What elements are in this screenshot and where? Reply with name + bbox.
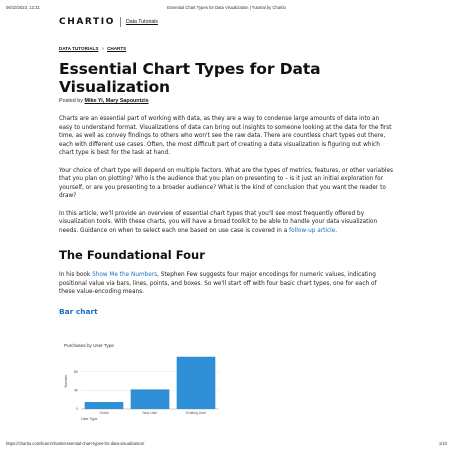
- chart-bar: [131, 389, 170, 409]
- chart-y-tick-label: 0: [76, 407, 78, 412]
- overview-paragraph: [59, 210, 393, 236]
- authors-link[interactable]: Mike Yi, Mary Sapountzis: [84, 98, 149, 104]
- print-page-title: Essential Chart Types for Data Visualization | Tutorial by Chartio: [167, 5, 286, 10]
- breadcrumb-separator: >: [101, 46, 105, 51]
- data-tutorials-link[interactable]: Data Tutorials: [125, 19, 158, 25]
- print-footer: [6, 441, 447, 449]
- chart-y-tick-label: 8K: [73, 369, 78, 374]
- follow-up-article-link[interactable]: follow-up article: [289, 227, 336, 234]
- section-heading-foundational-four: The Foundational Four: [59, 248, 205, 262]
- print-datetime: 06/10/2023, 12:31: [6, 5, 40, 10]
- chart-y-tick-label: 4K: [73, 388, 78, 393]
- breadcrumb-data-tutorials[interactable]: DATA TUTORIALS: [59, 46, 99, 51]
- chart-x-tick-label: New User: [142, 411, 158, 415]
- print-header: [6, 5, 447, 13]
- chart-bar: [85, 402, 124, 409]
- chart-title: Purchases by User Type: [64, 343, 114, 348]
- article-content: [59, 45, 393, 316]
- chart-y-ticks: [74, 370, 79, 411]
- few-text-end: , Stephen Few suggests four major encodings for numeric values, indicating positional value via bars, lines, points, and boxes. So we'll start off with four basic chart types, one for each of these value-encoding means.: [59, 272, 377, 295]
- overview-end: .: [335, 227, 338, 234]
- bar-chart-svg: [59, 337, 234, 432]
- site-header: [59, 15, 394, 29]
- chart-x-axis-label: User Type: [81, 417, 98, 421]
- intro-paragraph: Charts are an essential part of working with data, as they are a way to condense large amounts of data into an easy to understand format. Visualizations of data can bring out insights to someone looking at the data for the first time, as well as convey findings to others who won't see the raw data. There are countless chart types out there, each with different use cases. Often, the most difficult part of creating a data visualization is figuring out which chart type is best for the task at hand.: [59, 116, 392, 156]
- subsection-heading-bar-chart: Bar chart: [59, 306, 98, 316]
- bar-chart: [59, 337, 234, 432]
- posted-by-label: Posted by: [59, 98, 85, 104]
- page-title: Essential Chart Types for Data Visualization: [59, 60, 321, 96]
- overview-text: In this article, we'll provide an overview of essential chart types that you'll see most frequently offered by visualization tools. With these charts, you will have a broad toolkit to be able to handle your data visualization needs. Guidance on when to select each one based on use case is covered in a: [59, 210, 378, 234]
- few-text-start: In his book: [59, 272, 93, 278]
- chart-x-tick-label: Guest: [99, 411, 109, 415]
- breadcrumb-charts[interactable]: CHARTS: [107, 46, 127, 51]
- chart-x-ticks: [99, 411, 206, 415]
- few-paragraph: [59, 271, 393, 297]
- chart-y-axis-label: Number: [64, 374, 68, 388]
- breadcrumb: [59, 45, 393, 52]
- print-url: https://chartio.com/learn/charts/essential-chart-types-for-data-visualization/: [6, 441, 145, 446]
- chart-choice-paragraph: Your choice of chart type will depend on multiple factors. What are the types of metrics, features, or other variables that you plan on plotting? Who is the audience that you plan on presenting to – is it just an initial exploration for yourself, or are you presenting to a broader audience? What is the kind of conclusion that you want the reader to draw?: [59, 167, 393, 199]
- chart-x-tick-label: Existing User: [186, 411, 206, 415]
- chart-bars: [85, 357, 216, 409]
- print-page-number: 1/10: [438, 441, 447, 446]
- chartio-logo[interactable]: CHARTIO: [59, 17, 121, 27]
- byline: [59, 98, 393, 104]
- show-me-the-numbers-link[interactable]: Show Me the Numbers: [92, 272, 158, 278]
- chart-bar: [177, 357, 216, 409]
